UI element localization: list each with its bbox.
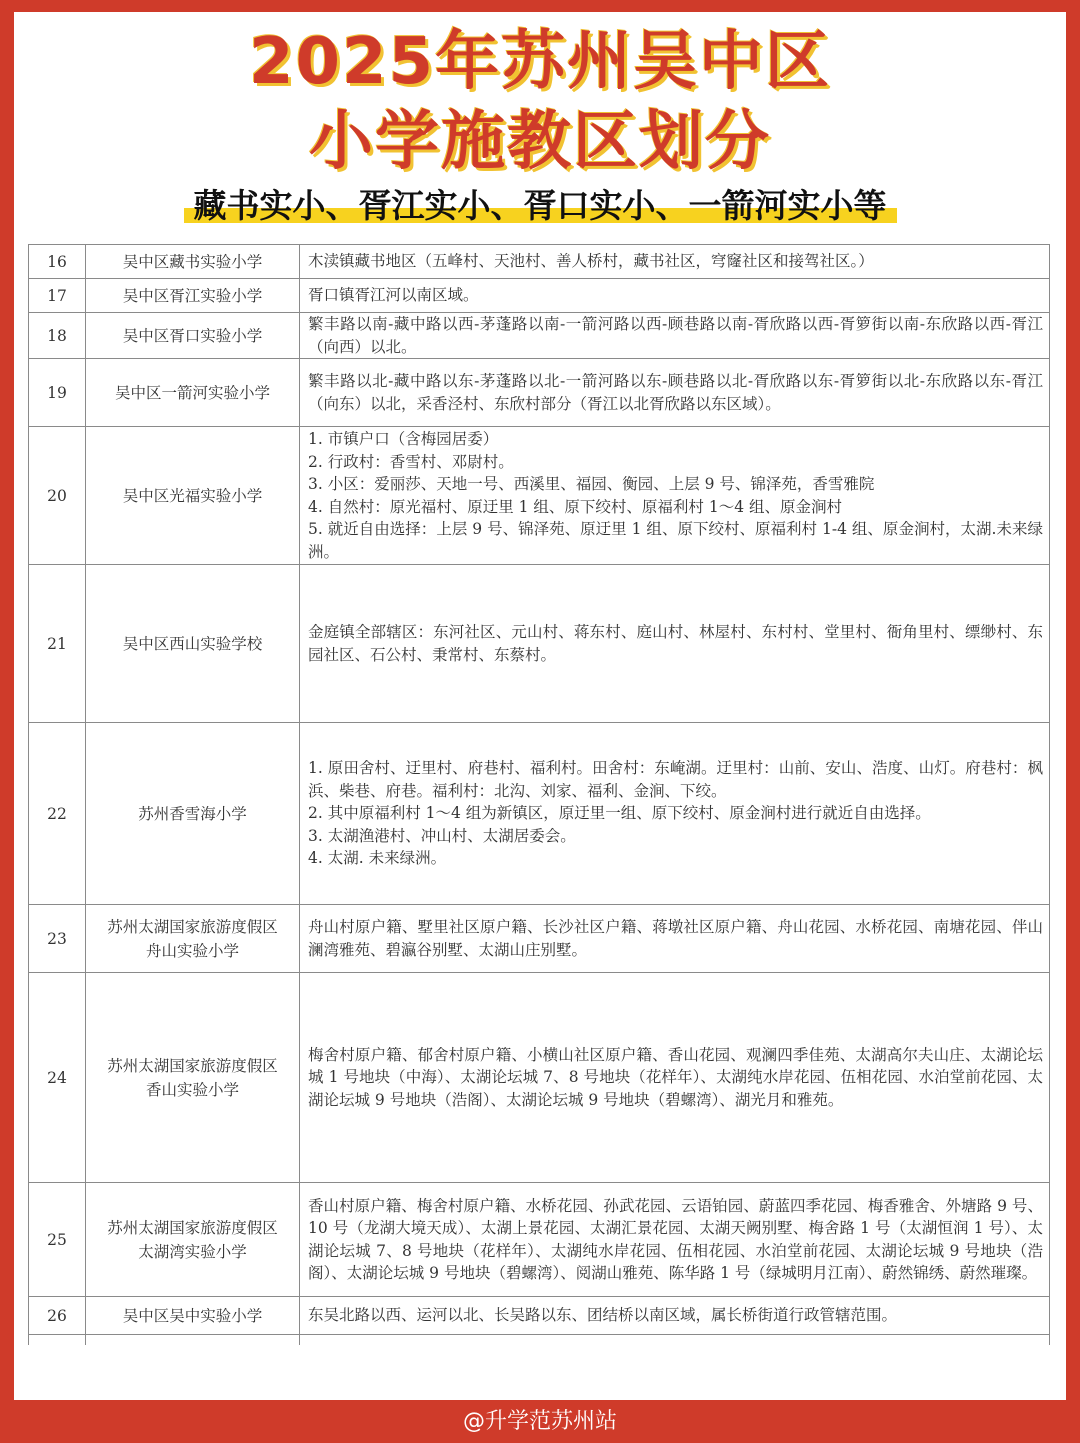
district-area-line: 梅舍村原户籍、郁舍村原户籍、小横山社区原户籍、香山花园、观澜四季佳苑、太湖高尔夫山庄、太湖论坛城 1 号地块（中海）、太湖论坛城 7、8 号地块（花样年）、太湖纯水岸花园、伍相花园、水泊堂前花园、太湖论坛城 9 号地块（浩阁）、太湖论坛城 9 号地块（碧螺湾）、湖光月和雅苑。 (308, 1045, 1043, 1109)
school-name-line: 吴中区吴中实验小学 (122, 1306, 263, 1325)
school-name-line: 苏州太湖国家旅游度假区 (107, 1218, 278, 1237)
district-area-line: 繁丰路以南-藏中路以西-茅蓬路以南-一箭河路以西-顾巷路以南-胥欣路以西-胥箩街以南-东欣路以西-胥江（向西）以北。 (308, 315, 1043, 356)
district-area-cell (300, 973, 1050, 1183)
table-row (29, 279, 1050, 313)
district-area-line: 5. 就近自由选择：上层 9 号、锦泽苑、原迂里 1 组、原下绞村、原福利村 1-4 组、原金涧村，太湖.未来绿洲。 (308, 520, 1043, 561)
school-name-cell (86, 279, 300, 313)
row-number: 18 (29, 313, 86, 359)
school-name-line: 太湖湾实验小学 (138, 1242, 247, 1261)
district-area-line: 3. 太湖渔港村、冲山村、太湖居委会。 (308, 826, 576, 845)
district-area-line: 木渎镇藏书地区（五峰村、天池村、善人桥村，藏书社区，穹窿社区和接驾社区。） (308, 252, 874, 271)
district-area-cell (300, 1183, 1050, 1297)
empty-cell (300, 1335, 1050, 1345)
school-name-cell (86, 427, 300, 565)
district-area-line: 2. 其中原福利村 1～4 组为新镇区，原迂里一组、原下绞村、原金涧村进行就近自由选择。 (308, 804, 931, 823)
school-name-cell (86, 1183, 300, 1297)
district-area-line: 1. 市镇户口（含梅园居委） (308, 430, 499, 448)
school-name-cell (86, 359, 300, 427)
table-row (29, 1183, 1050, 1297)
table-row (29, 245, 1050, 279)
district-area-cell (300, 427, 1050, 565)
content-card (14, 12, 1066, 1400)
district-area-cell (300, 279, 1050, 313)
district-area-cell (300, 1297, 1050, 1335)
row-number: 24 (29, 973, 86, 1183)
district-area-cell (300, 245, 1050, 279)
district-area-line: 4. 自然村：原光福村、原迂里 1 组、原下绞村、原福利村 1～4 组、原金涧村 (308, 497, 843, 516)
school-name-line: 吴中区一箭河实验小学 (114, 383, 270, 402)
table-row (29, 565, 1050, 723)
district-area-cell (300, 565, 1050, 723)
school-name-line: 吴中区光福实验小学 (122, 486, 263, 505)
district-area-line: 胥口镇胥江河以南区域。 (308, 286, 479, 305)
district-area-cell (300, 905, 1050, 973)
table-row-cut (29, 1335, 1050, 1345)
row-number: 16 (29, 245, 86, 279)
watermark-footer: @升学范苏州站 (462, 1409, 617, 1434)
row-number: 22 (29, 723, 86, 905)
district-area-line: 1. 原田舍村、迂里村、府巷村、福利村。田舍村：东崦湖。迂里村：山前、安山、浩度、山灯。府巷村：枫浜、柴巷、府巷。福利村：北沟、刘家、福利、金涧、下绞。 (308, 759, 1043, 800)
row-number: 26 (29, 1297, 86, 1335)
table-row (29, 973, 1050, 1183)
subtitle-highlight: 藏书实小、胥江实小、胥口实小、一箭河实小等 (184, 186, 897, 226)
school-district-table (28, 244, 1050, 1345)
row-number: 25 (29, 1183, 86, 1297)
row-number: 20 (29, 427, 86, 565)
school-name-cell (86, 905, 300, 973)
empty-cell (29, 1335, 86, 1345)
district-area-line: 2. 行政村：香雪村、邓尉村。 (308, 452, 514, 471)
district-area-line: 4. 太湖. 未来绿洲。 (308, 849, 447, 868)
school-name-cell (86, 723, 300, 905)
district-area-cell (300, 313, 1050, 359)
district-area-line: 繁丰路以北-藏中路以东-茅蓬路以北-一箭河路以东-顾巷路以北-胥欣路以东-胥箩街以北-东欣路以东-胥江（向东）以北，采香泾村、东欣村部分（胥江以北胥欣路以东区域）。 (308, 372, 1043, 413)
page-title-line1: 2025年苏州吴中区 (248, 25, 832, 99)
district-area-line: 东吴北路以西、运河以北、长吴路以东、团结桥以南区域，属长桥街道行政管辖范围。 (308, 1306, 898, 1325)
district-area-cell (300, 723, 1050, 905)
table-row (29, 1297, 1050, 1335)
school-name-line: 苏州香雪海小学 (138, 804, 247, 823)
school-name-cell (86, 313, 300, 359)
school-name-cell (86, 565, 300, 723)
subtitle-wrap (14, 186, 1066, 226)
empty-cell (86, 1335, 300, 1345)
row-number: 21 (29, 565, 86, 723)
school-name-line: 吴中区胥江实验小学 (122, 286, 263, 305)
school-name-line: 吴中区胥口实验小学 (122, 326, 263, 345)
school-name-line: 吴中区西山实验学校 (122, 634, 263, 653)
district-area-cell (300, 359, 1050, 427)
district-area-line: 金庭镇全部辖区：东河社区、元山村、蒋东村、庭山村、林屋村、东村村、堂里村、衙角里村、缥缈村、东园社区、石公村、秉常村、东蔡村。 (308, 623, 1043, 664)
table-row (29, 723, 1050, 905)
district-area-line: 舟山村原户籍、墅里社区原户籍、长沙社区户籍、蒋墩社区原户籍、舟山花园、水桥花园、南塘花园、伴山澜湾雅苑、碧瀛谷别墅、太湖山庄别墅。 (308, 918, 1043, 959)
table-row (29, 427, 1050, 565)
table-row (29, 359, 1050, 427)
school-name-cell (86, 1297, 300, 1335)
school-name-line: 舟山实验小学 (145, 941, 239, 960)
school-name-line: 吴中区藏书实验小学 (122, 252, 263, 271)
district-area-line: 3. 小区：爱丽莎、天地一号、西溪里、福园、衡园、上层 9 号、锦泽苑，香雪雅院 (308, 475, 875, 493)
row-number: 23 (29, 905, 86, 973)
school-name-line: 香山实验小学 (145, 1080, 239, 1099)
school-name-line: 苏州太湖国家旅游度假区 (107, 1056, 278, 1075)
page-title-line2: 小学施教区划分 (309, 105, 771, 179)
table-row (29, 905, 1050, 973)
school-name-cell (86, 245, 300, 279)
row-number: 19 (29, 359, 86, 427)
school-name-line: 苏州太湖国家旅游度假区 (107, 917, 278, 936)
table-row (29, 313, 1050, 359)
district-area-line: 香山村原户籍、梅舍村原户籍、水桥花园、孙武花园、云语铂园、蔚蓝四季花园、梅香雅舍、外塘路 9 号、10 号（龙湖大境天成）、太湖上景花园、太湖汇景花园、太湖天阙别墅、梅舍路 1 号（太湖恒润 1 号）、太湖论坛城 7、8 号地块（花样年）、太湖纯水岸花园、伍相花园、水泊堂前花园、太湖论坛城 9 号地块（浩阁）、太湖论坛城 9 号地块（碧螺湾）、阅湖山雅苑、陈华路 1 号（绿城明月江南）、蔚然锦绣、蔚然璀璨。 (308, 1196, 1043, 1282)
school-name-cell (86, 973, 300, 1183)
row-number: 17 (29, 279, 86, 313)
